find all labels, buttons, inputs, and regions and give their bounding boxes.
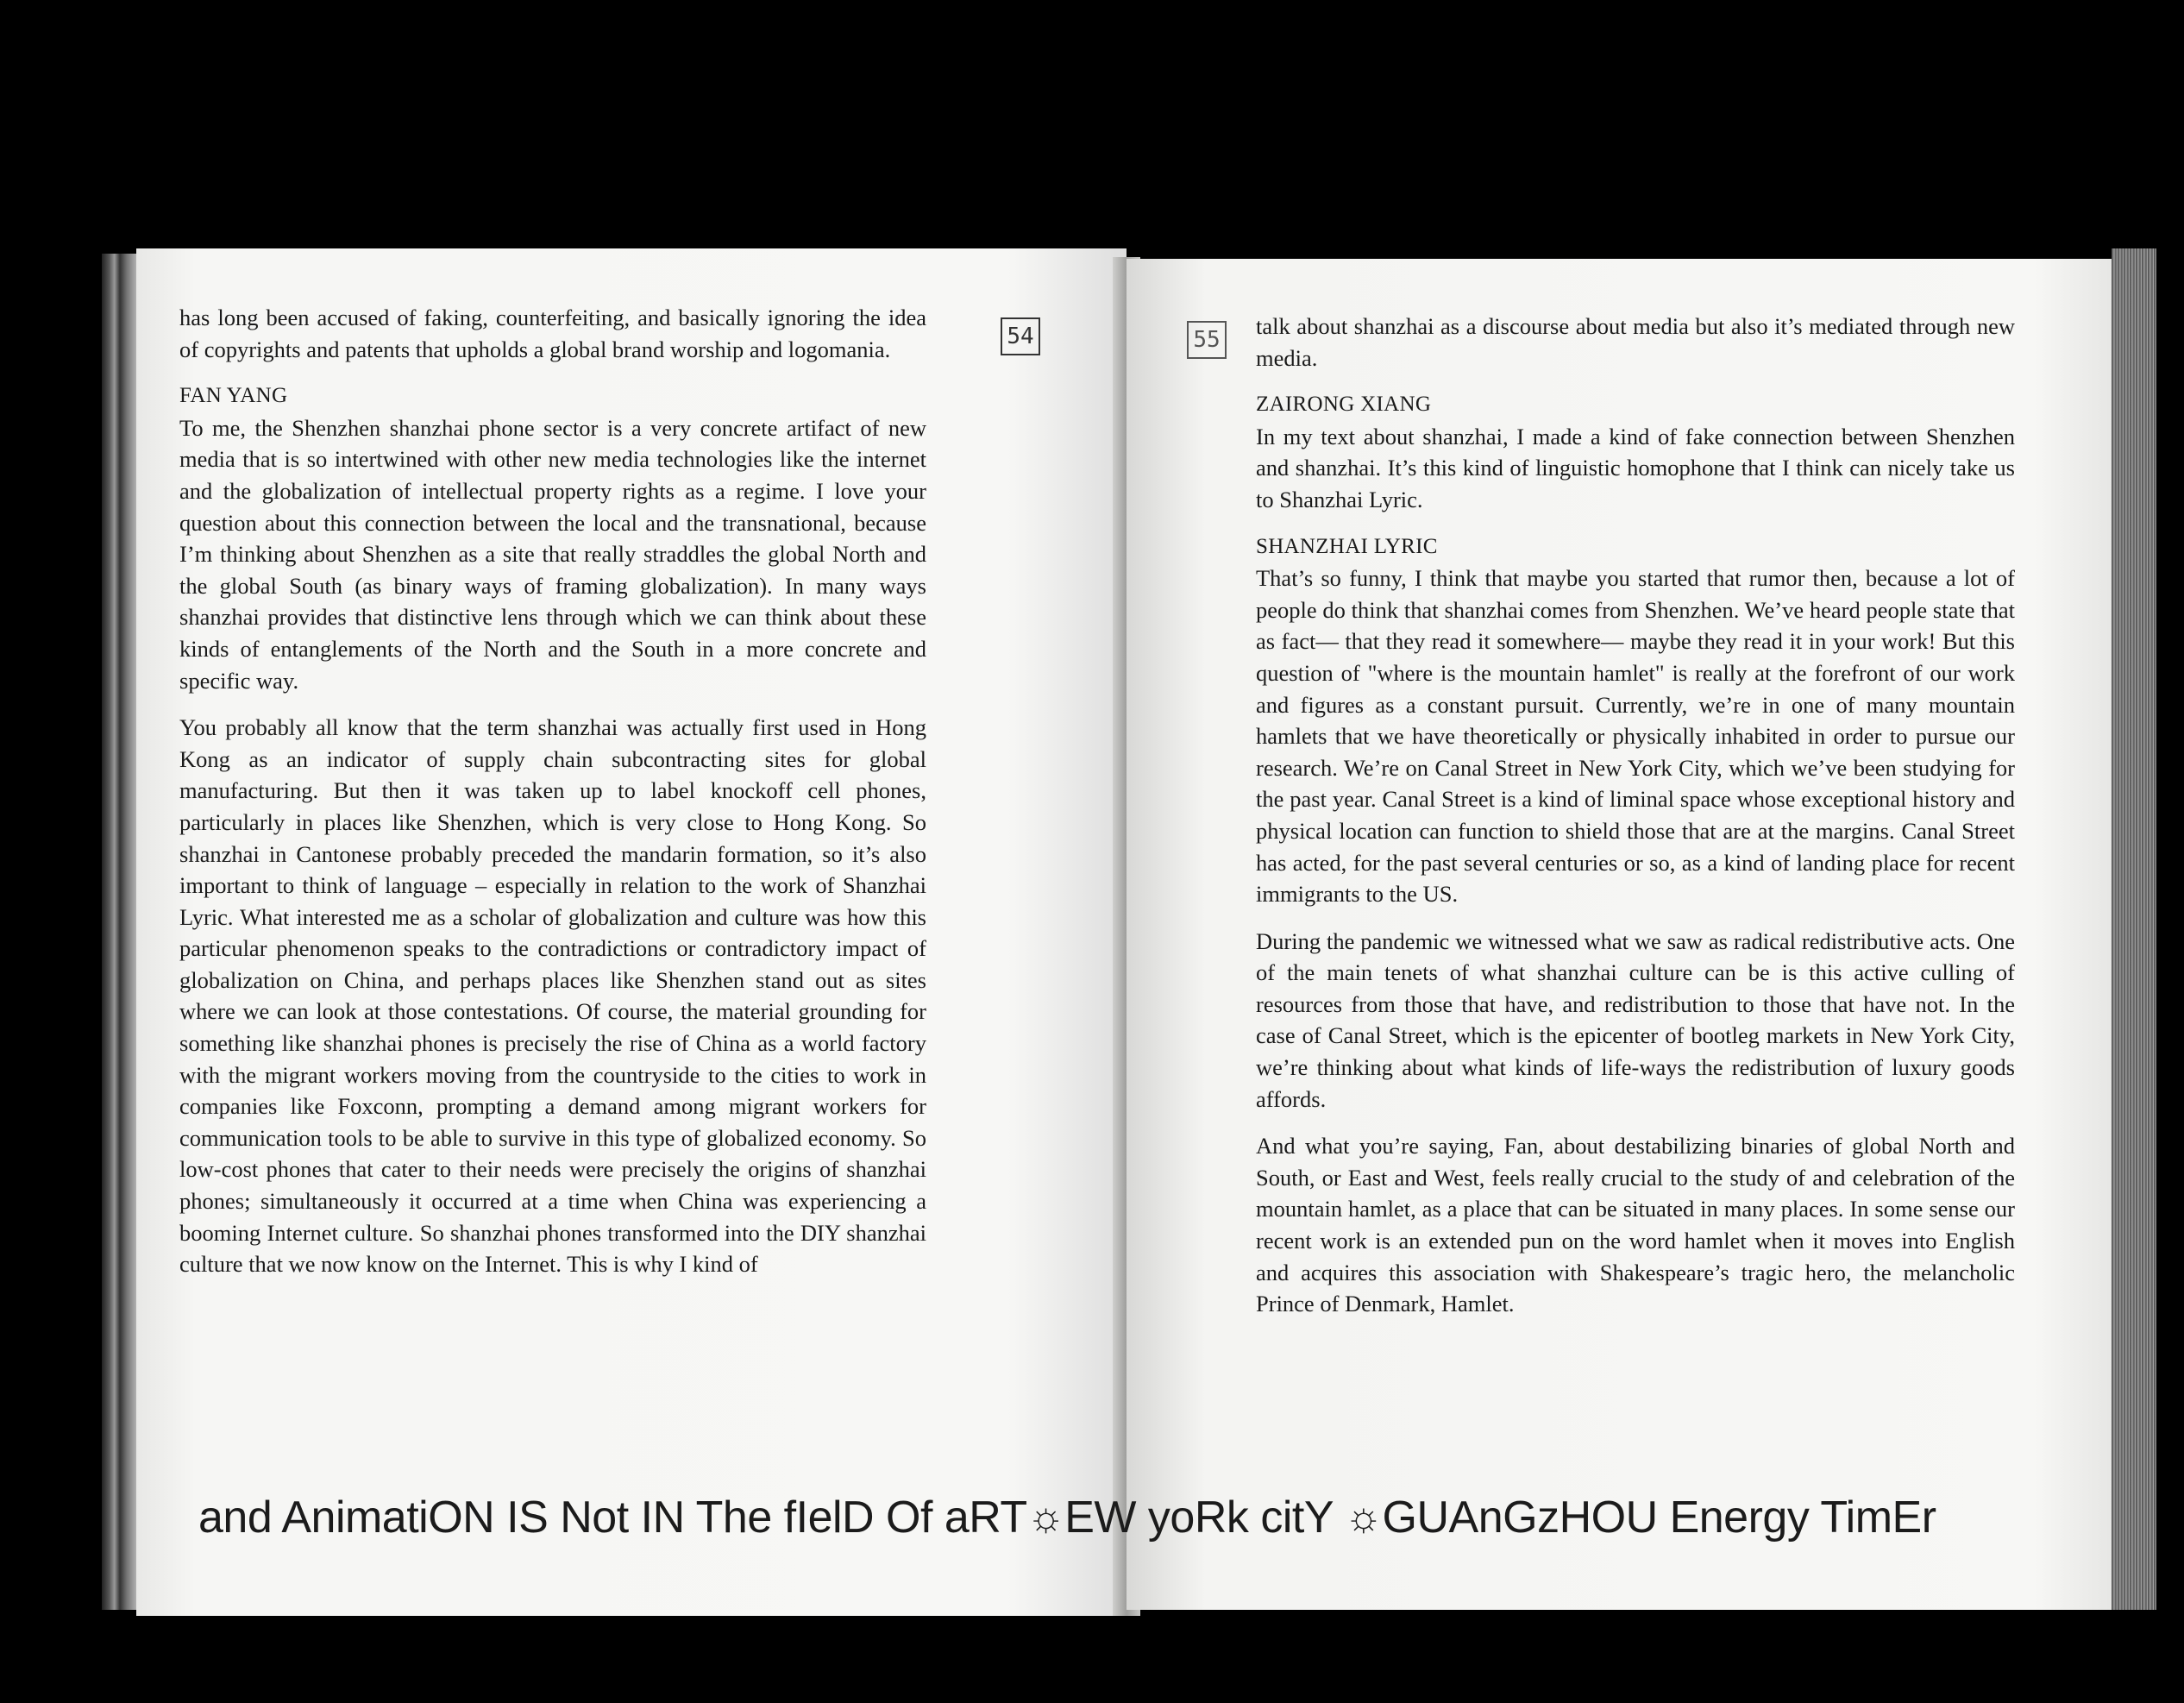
paragraph: You probably all know that the term shanzhai was actually first used in Hong Kong as an indicator of supply chain subcontracting sites for global manufacturing. But then it was taken up to label knockoff cell phones, particularly in places like Shenzhen, which is very close to Hong Kong. So shanzhai in Cantonese probably preceded the mandarin formation, so it’s also important to think of language – especially in relation to the work of Shanzhai Lyric. What interested me as a scholar of globalization and culture was how this particular phenomenon speaks to the contradictions or contradictory impact of globalization on China, and perhaps places like Shenzhen stand out as sites where we can look at those contestations. Of course, the material grounding for something like shanzhai phones is precisely the rise of China as a world factory with the migrant workers moving from the countryside to the cities to work in companies like Foxconn, prompting a demand among migrant workers for communication tools to be able to survive in this type of globalized economy. So low-cost phones that cater to their needs were precisely the origins of shanzhai phones; simultaneously it occurred at a time when China was experiencing a booming Internet culture. So shanzhai phones transformed into the DIY shanzhai culture that we now know on the Internet. This is why I kind of (179, 714, 926, 1278)
bottom-banner-text (198, 1487, 2062, 1548)
open-book (102, 248, 2156, 1616)
banner-part-2: EW yoRk citY (1064, 1492, 1334, 1543)
paragraph: has long been accused of faking, counterfeiting, and basically ignoring the idea of copyrights and patents that upholds a global brand worship and logomania. (179, 305, 926, 362)
speaker-name: FAN YANG (179, 384, 288, 408)
right-page (1127, 259, 2113, 1610)
sun-icon: ☼ (1026, 1494, 1065, 1540)
book-spine-edge-left (102, 254, 138, 1610)
sun-icon: ☼ (1345, 1494, 1383, 1540)
paragraph: talk about shanzhai as a discourse about media but also it’s mediated through new media. (1256, 313, 2015, 371)
paragraph: And what you’re saying, Fan, about destabilizing binaries of global North and South, or East and West, feels really crucial to the study of and celebration of the mountain hamlet, as a place that can be situated in many places. In some sense our recent work is an extended pun on the word hamlet when it moves into English and acquires this association with Shakespeare’s tragic hero, the melancholic Prince of Denmark, Hamlet. (1256, 1133, 2015, 1317)
banner-part-3: GUAnGzHOU Energy TimEr (1382, 1492, 1936, 1543)
speaker-name: SHANZHAI LYRIC (1256, 534, 1438, 558)
left-page-text (179, 302, 926, 1296)
paragraph: To me, the Shenzhen shanzhai phone sector is a very concrete artifact of new media that is so intertwined with other new media technologies like the internet and the globalization of intellectual property rights as a regime. I love your question about this connection between the local and the transnational, because I’m thinking about Shenzhen as a site that really straddles the global North and the global South (as binary ways of framing globalization). In many ways shanzhai provides that distinctive lens through which we can think about these kinds of entanglements of the North and the South in a more concrete and specific way. (179, 414, 926, 694)
banner-part-1: and AnimatiON IS Not IN The fIelD Of aRT (198, 1492, 1027, 1543)
book-page-edges-right (2112, 248, 2156, 1610)
page-number-right: 55 (1187, 321, 1227, 359)
paragraph: That’s so funny, I think that maybe you started that rumor then, because a lot of people do think that shanzhai comes from Shenzhen. We’ve heard people state that as fact— that they read it somewhere— maybe they read it in your work! But this question of "where is the mountain hamlet" is really at the forefront of our work and figures as a constant pursuit. Currently, we’re in one of many mountain hamlets that we have theoretically or physically inhabited in order to pursue our research. We’re on Canal Street in New York City, which we’ve been studying for the past year. Canal Street is a kind of liminal space whose exceptional history and physical location can function to shield those that are at the margins. Canal Street has acted, for the past several centuries or so, as a kind of landing place for recent immigrants to the US. (1256, 565, 2015, 908)
paragraph: During the pandemic we witnessed what we saw as radical redistributive acts. One of the main tenets of what shanzhai culture can be is this active culling of resources from those that have, and redistribution to those that have not. In the case of Canal Street, which is the epicenter of bootleg markets in New York City, we’re thinking about what kinds of life-ways the redistribution of luxury goods affords. (1256, 927, 2015, 1112)
left-page (136, 248, 1127, 1616)
right-page-text (1256, 311, 2015, 1335)
paragraph: In my text about shanzhai, I made a kind of fake connection between Shenzhen and shanzhai. It’s this kind of linguistic homophone that I think can nicely take us to Shanzhai Lyric. (1256, 423, 2015, 512)
speaker-name: ZAIRONG XIANG (1256, 393, 1432, 417)
page-number-left: 54 (1001, 317, 1040, 355)
